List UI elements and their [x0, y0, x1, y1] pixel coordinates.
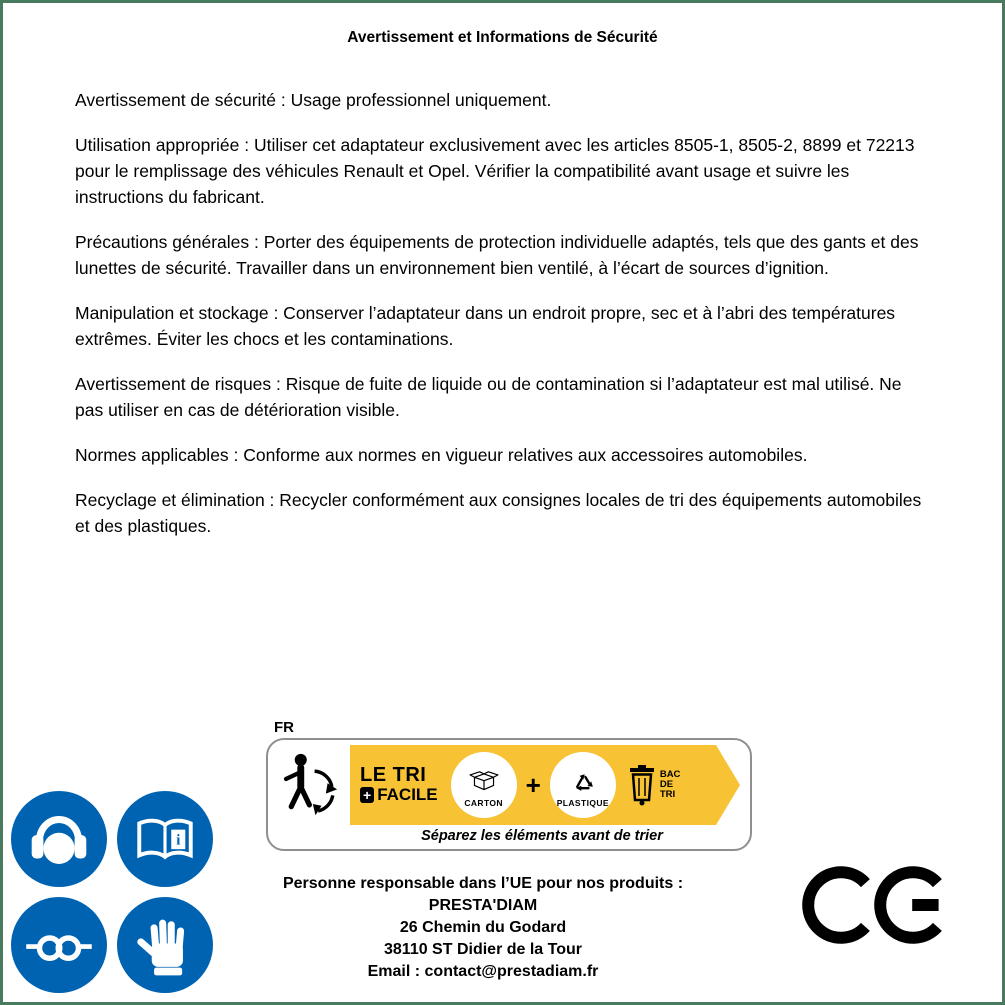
address-line1: 26 Chemin du Godard: [399, 919, 567, 936]
paragraph-safety-warning: Avertissement de sécurité : Usage professionnel uniquement.: [75, 90, 552, 110]
read-manual-badge: [117, 791, 213, 887]
plastique-circle: [550, 752, 616, 818]
yellow-band: [350, 745, 716, 825]
paragraph-appropriate-use: Utilisation appropriée : Utiliser cet adaptateur exclusivement avec les articles 8505-1, 8505-2, 8899 et 72213 pour le remplissage des véhicules Renault et Opel. Vérifier la compatibilité avant usage et suivre les instructions du fabricant.: [75, 135, 915, 207]
paragraph-handling-storage: Manipulation et stockage : Conserver l’adaptateur dans un endroit propre, sec et à l’abri des températures extrêmes. Éviter les chocs et les contaminations.: [75, 303, 896, 349]
carton-label: CARTON: [464, 797, 503, 808]
triman-logo: [274, 749, 350, 821]
company-name: PRESTA'DIAM: [428, 897, 538, 914]
paragraph-applicable-standards: Normes applicables : Conforme aux normes en vigueur relatives aux accessoires automobiles.: [75, 445, 808, 465]
sorting-tagline: Séparez les éléments avant de trier: [421, 828, 663, 844]
read-manual-icon: [126, 800, 204, 878]
info-tri-label: [266, 719, 752, 851]
hand-protection-icon: [126, 906, 204, 984]
responsible-person-block: [203, 873, 763, 983]
eye-protection-badge: [11, 897, 107, 993]
plus-box: +: [360, 787, 374, 803]
ear-protection-icon: [20, 800, 98, 878]
address-line2: 38110 ST Didier de la Tour: [384, 941, 582, 958]
country-code-label: FR: [274, 719, 294, 736]
headline-facile: FACILE: [377, 785, 438, 804]
info-tri-box: [266, 738, 752, 851]
eye-protection-icon: [20, 906, 98, 984]
ear-protection-badge: [11, 791, 107, 887]
ce-mark-icon: [801, 859, 953, 951]
svg-text:i: i: [176, 832, 181, 849]
paragraph-recycling-disposal: Recyclage et élimination : Recycler conformément aux consignes locales de tri des équipements automobiles et des plastiques.: [75, 490, 922, 536]
triman-icon: [280, 749, 344, 821]
responsible-heading: Personne responsable dans l’UE pour nos produits :: [282, 875, 684, 892]
plus-separator: +: [525, 769, 541, 800]
headline-line1: LE TRI: [360, 764, 427, 786]
headline-line2: [360, 785, 438, 805]
ce-marking: [801, 859, 953, 956]
ppe-pictogram-grid: [11, 791, 213, 993]
bac-de-tri-label: BAC DE TRI: [659, 769, 681, 800]
sorting-bin-icon: [627, 763, 657, 807]
sorting-bin-group: [627, 763, 681, 807]
plastique-label: PLASTIQUE: [556, 797, 609, 808]
le-tri-facile-headline: [360, 765, 442, 805]
carton-circle: [451, 752, 517, 818]
recycling-triangle-icon: [566, 763, 600, 797]
hand-protection-badge: [117, 897, 213, 993]
info-tri-row: [274, 745, 740, 825]
page-title: Avertissement et Informations de Sécurité: [347, 29, 658, 46]
email-line: Email : contact@prestadiam.fr: [367, 963, 599, 980]
paragraph-risk-warning: Avertissement de risques : Risque de fuite de liquide ou de contamination si l’adaptateur est mal utilisé. Ne pas utiliser en cas de détérioration visible.: [75, 374, 902, 420]
carton-box-icon: [467, 763, 501, 797]
paragraph-general-precautions: Précautions générales : Porter des équipements de protection individuelle adaptés, tels que des gants et des lunettes de sécurité. Travailler dans un environnement bien ventilé, à l’écart de sources d’ignition.: [75, 232, 919, 278]
band-arrow-tip: [716, 745, 740, 825]
safety-text-block: [3, 87, 1002, 539]
